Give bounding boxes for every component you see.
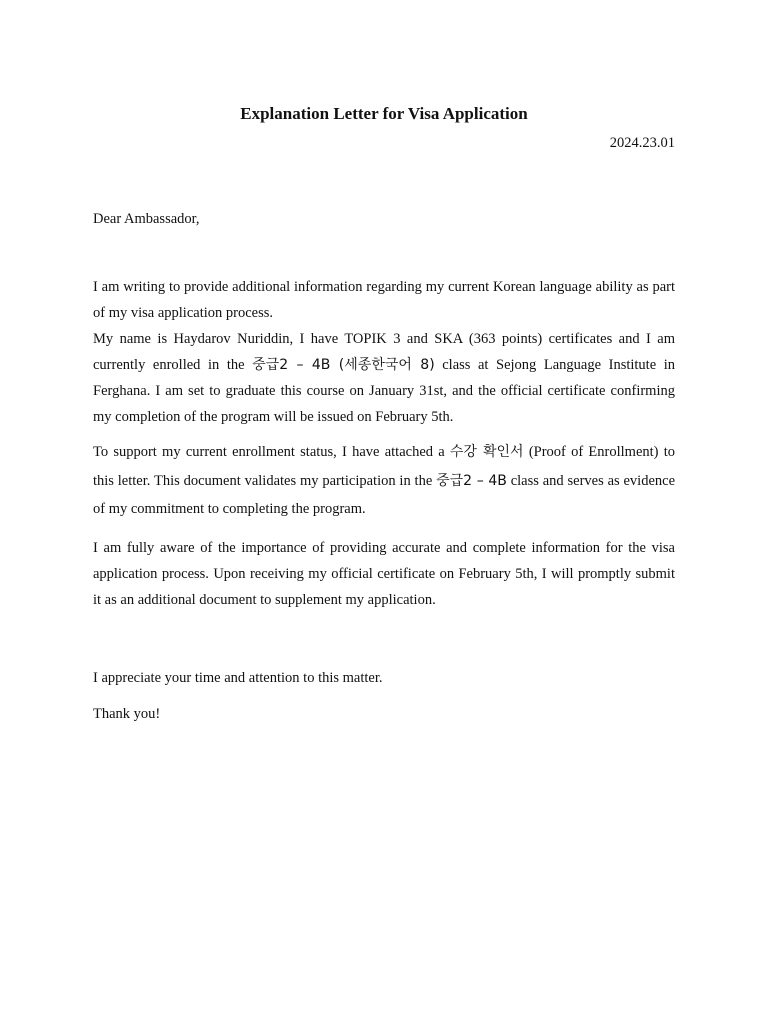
korean-class-level: 중급2 – 4B (436, 472, 507, 489)
intro-course-text: class at Sejong Language Institute in Ferghana. I am set to graduate this course on January 31st, and the official certificate confirming my completion of the program will be issued on February 5th. (93, 357, 675, 425)
intro-sentence: I am writing to provide additional information regarding my current Korean language ability as part of my visa application process. (93, 279, 675, 321)
salutation: Dear Ambassador, (93, 211, 200, 227)
korean-class-name: 중급2 – 4B (세종한국어 8) (252, 357, 435, 373)
paragraph-awareness: I am fully aware of the importance of providing accurate and complete information for the visa application process. Upon receiving my official certificate on February 5th, I will promptly submit it as an additional document to supplement my application. (93, 540, 675, 608)
enrollment-text-b: (Proof of Enrollment) to this letter. This document validates my participation in the (93, 444, 675, 489)
paragraph-intro (93, 274, 675, 430)
korean-enrollment-doc: 수강 확인서 (449, 444, 524, 460)
enrollment-text-c: class and serves as evidence of my commitment to completing the program. (93, 472, 676, 517)
closing-line: I appreciate your time and attention to this matter. (93, 670, 383, 686)
paragraph-enrollment (93, 438, 675, 524)
enrollment-text-a: To support my current enrollment status, I have attached a (93, 444, 450, 460)
letter-date: 2024.23.01 (609, 135, 675, 151)
intro-name-text: My name is Haydarov Nuriddin, I have TOPIK 3 and SKA (363 points) certificates and I am currently enrolled in the (93, 331, 675, 373)
letter-title: Explanation Letter for Visa Application (240, 104, 528, 123)
thanks-line: Thank you! (93, 706, 161, 722)
